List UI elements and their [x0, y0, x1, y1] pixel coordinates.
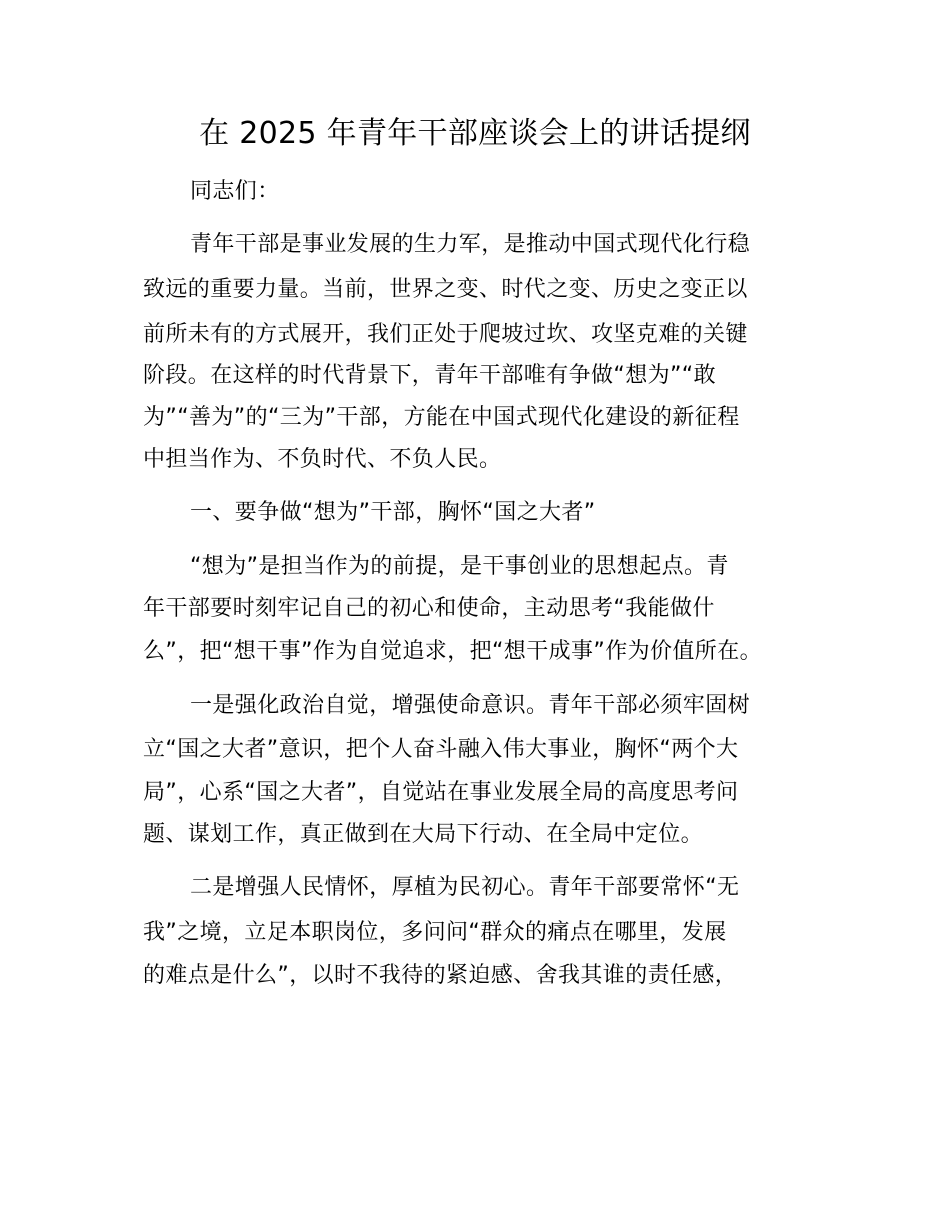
- paragraph-line: 二是增强人民情怀，厚植为民初心。青年干部要常怀“无: [190, 875, 740, 900]
- salutation: 同志们：: [190, 179, 280, 204]
- paragraph-line: 题、谋划工作，真正做到在大局下行动、在全局中定位。: [143, 822, 704, 847]
- paragraph-line: 一是强化政治自觉，增强使命意识。青年干部必须牢固树: [190, 693, 751, 718]
- paragraph-line: 么”，把“想干事”作为自觉追求，把“想干成事”作为价值所在。: [143, 639, 762, 664]
- paragraph-line: 局”，心系“国之大者”，自觉站在事业发展全局的高度思考问: [143, 780, 739, 805]
- paragraph-line: 的难点是什么”，以时不我待的紧迫感、舍我其谁的责任感，: [143, 963, 738, 988]
- document-title: 在 2025 年青年干部座谈会上的讲话提纲: [199, 116, 751, 151]
- paragraph-line: 阶段。在这样的时代背景下，青年干部唯有争做“想为”“敢: [143, 363, 716, 388]
- paragraph-line: 年干部要时刻牢记自己的初心和使命，主动思考“我能做什: [143, 596, 715, 621]
- paragraph-line: “想为”是担当作为的前提，是干事创业的思想起点。青: [190, 554, 729, 579]
- paragraph-line: 前所未有的方式展开，我们正处于爬坡过坎、攻坚克难的关键: [143, 322, 748, 347]
- paragraph-line: 致远的重要力量。当前，世界之变、时代之变、历史之变正以: [143, 277, 748, 302]
- section-heading: 一、要争做“想为”干部，胸怀“国之大者”: [190, 500, 596, 525]
- paragraph-line: 为”“善为”的“三为”干部，方能在中国式现代化建设的新征程: [143, 405, 740, 430]
- paragraph-line: 我”之境，立足本职岗位，多问问“群众的痛点在哪里，发展: [143, 920, 727, 945]
- paragraph-line: 青年干部是事业发展的生力军，是推动中国式现代化行稳: [190, 232, 751, 257]
- paragraph-line: 中担当作为、不负时代、不负人民。: [143, 447, 502, 472]
- paragraph-line: 立“国之大者”意识，把个人奋斗融入伟大事业，胸怀“两个大: [143, 737, 739, 762]
